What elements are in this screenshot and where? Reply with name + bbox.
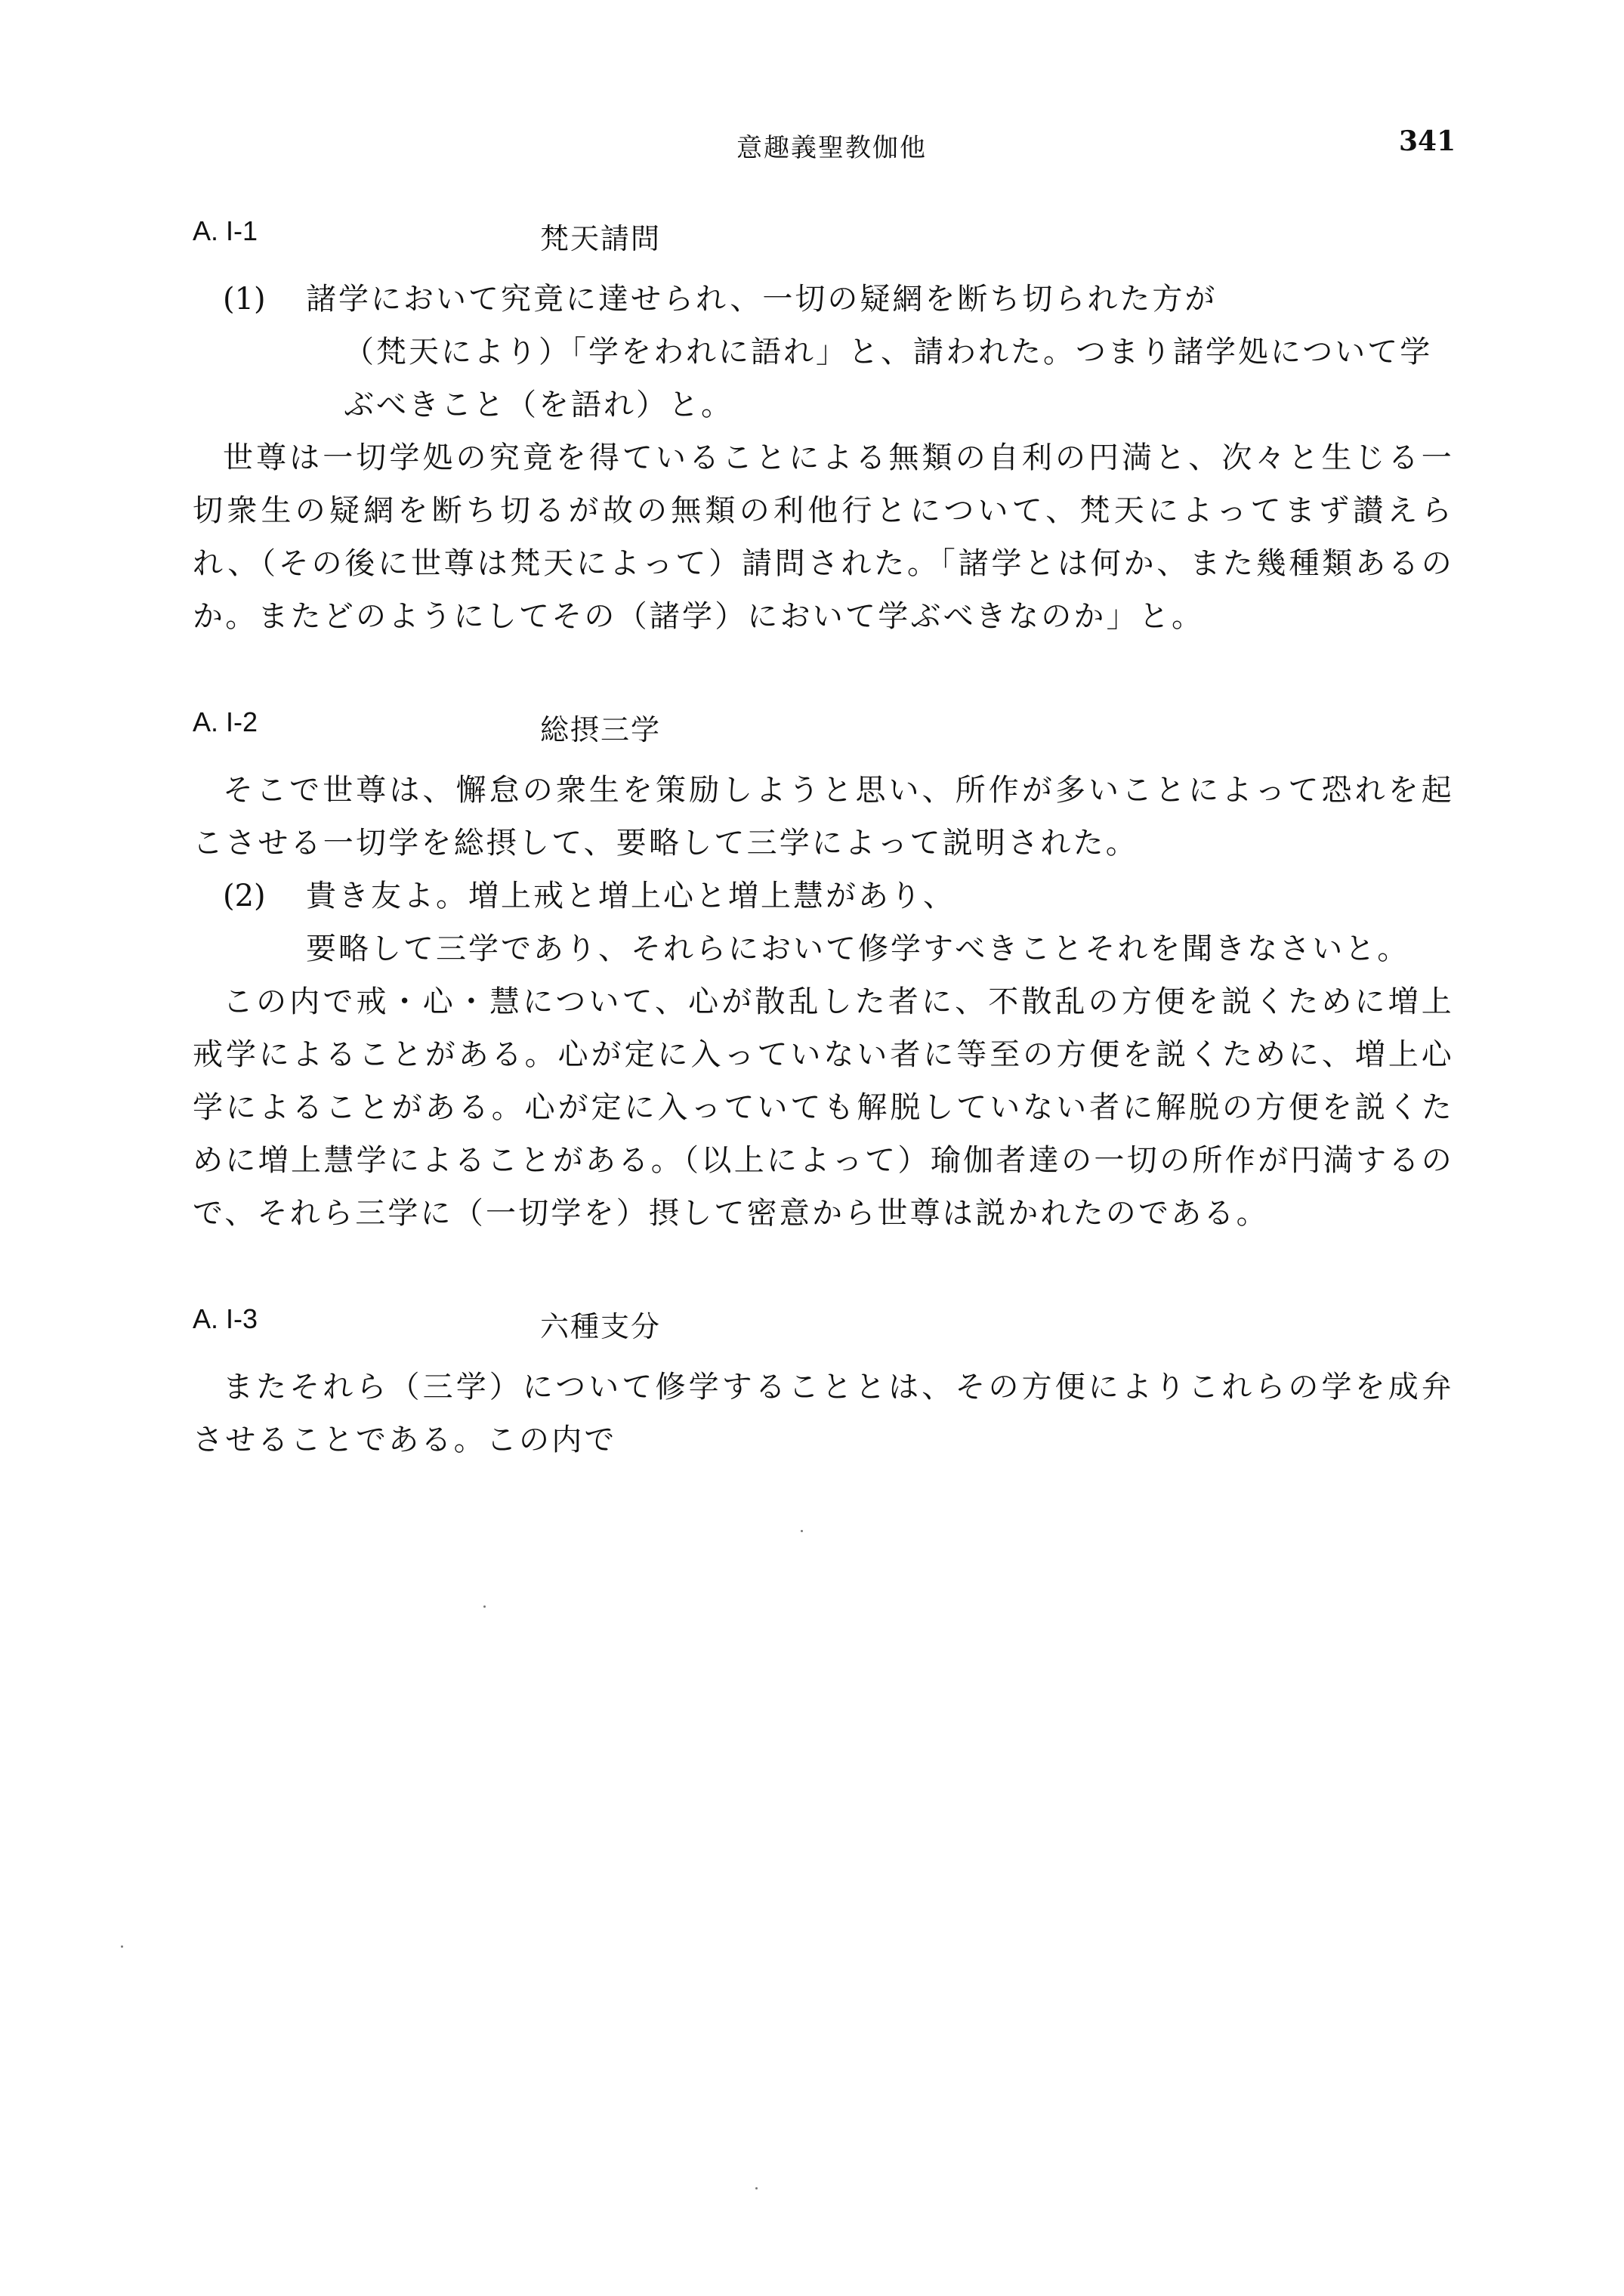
scan-speck — [483, 1605, 486, 1608]
section-title: 総摂三学 — [540, 713, 662, 746]
scan-speck — [755, 2187, 758, 2189]
section-a-i-2 — [193, 706, 1454, 1240]
commentary-paragraph: この内で戒・心・慧について、心が散乱した者に、不散乱の方便を説くために増上戒学によることがある。心が定に入っていない者に等至の方便を説くために、増上心学によることがある。心が定に入っていても解脱していない者に解脱の方便を説くために増上慧学によることがある。（以上によって）瑜伽者達の一切の所作が円満するので、それら三学に（一切学を）摂して密意から世尊は説かれたのである。 — [193, 984, 1454, 1231]
section-a-i-3 — [193, 1303, 1454, 1466]
section-title: 梵天請問 — [540, 222, 662, 255]
verse-line: 要略して三学であり、それらにおいて修学すべきことそれを聞きなさいと。 — [306, 932, 1410, 966]
running-header — [0, 127, 1624, 172]
section-heading — [193, 706, 1454, 752]
commentary-paragraph: そこで世尊は、懈怠の衆生を策励しようと思い、所作が多いことによって恐れを起こさせる一切学を総摂して、要略して三学によって説明された。 — [193, 773, 1454, 861]
section-heading — [193, 215, 1454, 261]
running-title: 意趣義聖教伽他 — [736, 133, 927, 163]
section-id: A. I-2 — [193, 706, 258, 737]
scan-speck — [121, 1945, 123, 1948]
verse-line: （梵天により）「学をわれに語れ」と、請われた。つまり諸学処について学 — [344, 335, 1433, 369]
verse-1 — [193, 273, 1454, 431]
verse-2 — [193, 870, 1454, 975]
verse-line: ぶべきこと（を語れ）と。 — [344, 388, 733, 422]
verse-line: 諸学において究竟に達せられ、一切の疑網を断ち切られた方が — [306, 282, 1218, 317]
commentary-paragraph: またそれら（三学）について修学することとは、その方便によりこれらの学を成弁させることである。この内で — [193, 1370, 1454, 1457]
verse-line: 貴き友よ。増上戒と増上心と増上慧があり、 — [306, 879, 956, 913]
scan-speck — [801, 1530, 803, 1532]
verse-number: (1) — [223, 282, 266, 317]
section-id: A. I-1 — [193, 215, 258, 246]
section-a-i-1 — [193, 215, 1454, 643]
section-id: A. I-3 — [193, 1303, 258, 1334]
section-heading — [193, 1303, 1454, 1349]
section-title: 六種支分 — [540, 1310, 662, 1343]
commentary-paragraph: 世尊は一切学処の究竟を得ていることによる無類の自利の円満と、次々と生じる一切衆生の疑網を断ち切るが故の無類の利他行とについて、梵天によってまず讃えられ、（その後に世尊は梵天によって）請問された。「諸学とは何か、また幾種類あるのか。またどのようにしてその（諸学）において学ぶべきなのか」と。 — [193, 440, 1454, 634]
verse-number: (2) — [223, 879, 266, 913]
page-number: 341 — [1399, 125, 1456, 157]
